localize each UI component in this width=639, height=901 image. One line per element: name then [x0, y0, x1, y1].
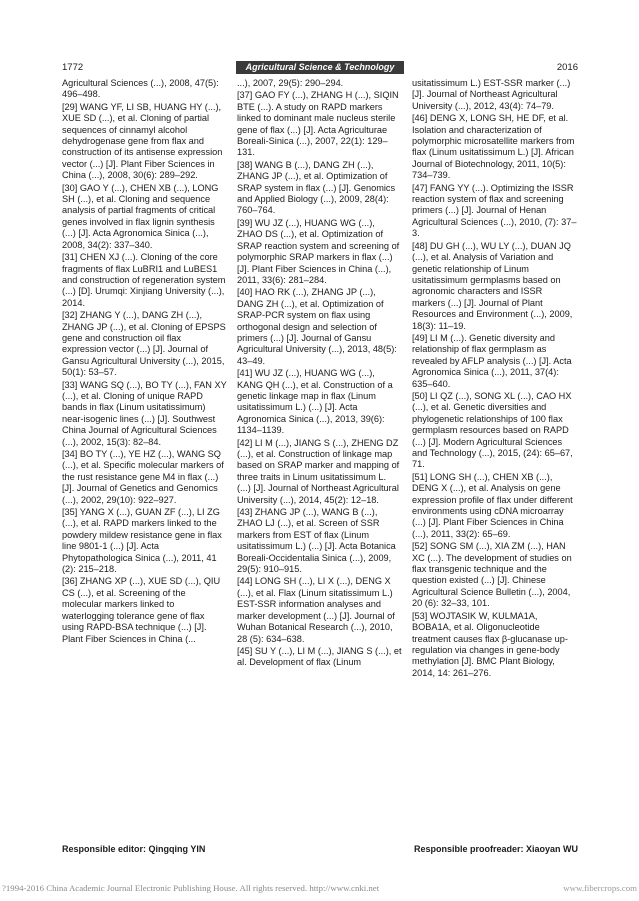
reference-entry: [43] ZHANG JP (...), WANG B (...), ZHAO LJ (...), et al. Screen of SSR markers from EST of flax (Linum usitatissimum L.) (...) [J]. Acta Botanica Boreali-Occidentalia Sinica (...), 2009, 29(5): 910–915. [237, 507, 396, 575]
reference-entry: [44] LONG SH (...), LI X (...), DENG X (...), et al. Flax (Linum sitatissimum L.) EST-SSR information analyses and marker development (...) [J]. Journal of Wuhan Botanical Research (...), 2010, 28 (5): 634–638. [237, 576, 395, 644]
reference-column-left [62, 78, 227, 680]
reference-entry: [49] LI M (...). Genetic diversity and relationship of flax germplasm as revealed by AFLP analysis (...) [J]. Acta Agronomica Sinica (...), 2011, 37(4): 635–640. [412, 332, 572, 389]
reference-entry: [50] LI QZ (...), SONG XL (...), CAO HX (...), et al. Genetic diversities and phylogenetic relationships of 100 flax germplasm resources based on RAPD (...) [J]. Modern Agricultural Sciences and Technology (...), 2015, (24): 65–67, 71. [412, 390, 573, 470]
reference-entry: [37] GAO FY (...), ZHANG H (...), SIQIN BTE (...). A study on RAPD markers linked to dominant male nucleus sterile gene of flax (...) [J]. Acta Agriculturae Boreali-Sinica (...), 2007, 22(1): 129–131. [237, 90, 399, 158]
year: 2016 [556, 61, 578, 73]
reference-entry: [31] CHEN XJ (...). Cloning of the core fragments of flax LuBRI1 and LuBES1 and construction of regeneration system (...) [D]. Urumqi: Xinjiang University (...), 2014. [62, 252, 226, 308]
journal-title: Agricultural Science & Technology [236, 61, 405, 74]
page-footer [62, 844, 578, 854]
reference-column-middle [237, 78, 402, 680]
reference-entry: [36] ZHANG XP (...), XUE SD (...), QIU CS (...), et al. Screening of the molecular markers linked to waterlogging tolerance gene of flax using RAPD-BSA technique (...) [J]. Plant Fiber Sciences in China (... [62, 576, 221, 644]
reference-entry: [41] WU JZ (...), HUANG WG (...), KANG QH (...), et al. Construction of a genetic linkage map in flax (Linum usitatissimum L.) (...) [J]. Acta Agronomica Sinica (...), 2013, 39(6): 1134–1139. [237, 368, 393, 436]
reference-entry: [42] LI M (...), JIANG S (...), ZHENG DZ (...), et al. Construction of linkage map based on SRAP marker and mapping of three traits in Linum usitatissimum L. (...) [J]. Journal of Northeast Agricultural University (...), 2014, 45(2): 12–18. [237, 437, 400, 505]
reference-entry: Agricultural Sciences (...), 2008, 47(5): 496–498. [62, 78, 219, 100]
reference-entry: [46] DENG X, LONG SH, HE DF, et al. Isolation and characterization of polymorphic microsatellite markers from flax (Linum usitatissimum L.) [J]. African Journal of Biotechnology, 2011, 10(5): 734–739. [412, 113, 575, 181]
reference-entry: [45] SU Y (...), LI M (...), JIANG S (...), et al. Development of flax (Linum [237, 645, 402, 668]
reference-entry: usitatissimum L.) EST-SSR marker (...) [J]. Journal of Northeast Agricultural University (...), 2012, 43(4): 74–79. [412, 78, 571, 111]
reference-entry: [47] FANG YY (...). Optimizing the ISSR reaction system of flax and screening primers (...) [J]. Journal of Henan Agricultural Sciences (...), 2010, (7): 37–3. [412, 182, 577, 239]
reference-entry: [39] WU JZ (...), HUANG WG (...), ZHAO DS (...), et al. Optimization of SRAP reaction system and screening of polymorphic SRAP markers in flax (...) [J]. Plant Fiber Sciences in China (...), 2011, 33(6): 281–284. [237, 217, 400, 285]
reference-entry: [51] LONG SH (...), CHEN XB (...), DENG X (...), et al. Analysis on gene expression profile of flax under different environments using cDNA microarray (...) [J]. Plant Fiber Sciences in China (...), 2011, 33(2): 65–69. [412, 471, 573, 539]
page-header [62, 60, 578, 74]
reference-entry: [53] WOJTASIK W, KULMA1A, BOBA1A, et al. Oligonucleotide treatment causes flax β-glucanase up-regulation via changes in gene-body methylation [J]. BMC Plant Biology, 2014, 14: 261–276. [412, 610, 568, 678]
reference-entry: [29] WANG YF, LI SB, HUANG HY (...), XUE SD (...), et al. Cloning of partial sequences of cinnamyl alcohol dehydrogenase gene from flax and construction of its antisense expression vector (...) [J]. Plant Fiber Sciences in China (...), 2008, 30(6): 289–292. [62, 101, 223, 181]
watermark: www.fibercrops.com [563, 883, 637, 893]
reference-columns [62, 78, 578, 680]
reference-entry: [48] DU GH (...), WU LY (...), DUAN JQ (...), et al. Analysis of Variation and genetic relationship of Linum usitatissimum germplasms based on agronomic characters and ISSR markers (...) [J]. Journal of Plant Resources and Environment (...), 2009, 18(3): 11–19. [412, 240, 573, 331]
reference-entry: [34] BO TY (...), YE HZ (...), WANG SQ (...), et al. Specific molecular markers of the rust resistance gene M4 in flax (...) [J]. Journal of Genetics and Genomics (...), 2002, 29(10): 922–927. [62, 449, 224, 505]
reference-entry: [35] YANG X (...), GUAN ZF (...), LI ZG (...), et al. RAPD markers linked to the powdery mildew resistance gene in flax line 9801-1 (...) [J]. Acta Phytopathologica Sinica (...), 2011, 41 (2): 215–218. [62, 507, 222, 575]
copyright-bar [0, 883, 639, 893]
reference-entry: ...), 2007, 29(5): 290–294. [237, 78, 344, 88]
page-number: 1772 [62, 61, 84, 73]
responsible-editor: Responsible editor: Qingqing YIN [62, 844, 206, 854]
reference-entry: [38] WANG B (...), DANG ZH (...), ZHANG JP (...), et al. Optimization of SRAP system in flax (...) [J]. Genomics and Applied Biology (...), 2009, 28(4): 760–764. [237, 159, 396, 216]
copyright-text: ?1994-2016 China Academic Journal Electronic Publishing House. All rights reserved. http://www.cnki.net [2, 883, 380, 893]
reference-entry: [40] HAO RK (...), ZHANG JP (...), DANG ZH (...), et al. Optimization of SRAP-PCR system on flax using orthogonal design and selection of primers (...) [J]. Journal of Gansu Agricultural University (...), 2013, 48(5): 43–49. [237, 287, 397, 366]
reference-entry: [52] SONG SM (...), XIA ZM (...), HAN XC (...). The development of studies on flax transgenic technique and the question existed (...) [J]. Chinese Agricultural Science Bulletin (...), 2004, 20 (6): 32–33, 101. [412, 541, 572, 609]
reference-column-right [412, 78, 577, 680]
reference-entry: [33] WANG SQ (...), BO TY (...), FAN XY (...), et al. Cloning of unique RAPD bands in flax (Linum usitatissimum) near-isogenic lines (...) [J]. Southwest China Journal of Agricultural Sciences (...), 2002, 15(3): 82–84. [62, 379, 227, 447]
reference-entry: [30] GAO Y (...), CHEN XB (...), LONG SH (...), et al. Cloning and sequence analysis of partial fragments of critical genes involved in flax lignin synthesis (...) [J]. Acta Agronomica Sinica (...), 2008, 34(2): 337–340. [62, 182, 219, 250]
responsible-proofreader: Responsible proofreader: Xiaoyan WU [413, 844, 578, 854]
reference-entry: [32] ZHANG Y (...), DANG ZH (...), ZHANG JP (...), et al. Cloning of EPSPS gene and construction oil flax expression vector (...) [J]. Journal of Gansu Agricultural University (...), 2015, 50(1): 53–57. [62, 310, 226, 378]
